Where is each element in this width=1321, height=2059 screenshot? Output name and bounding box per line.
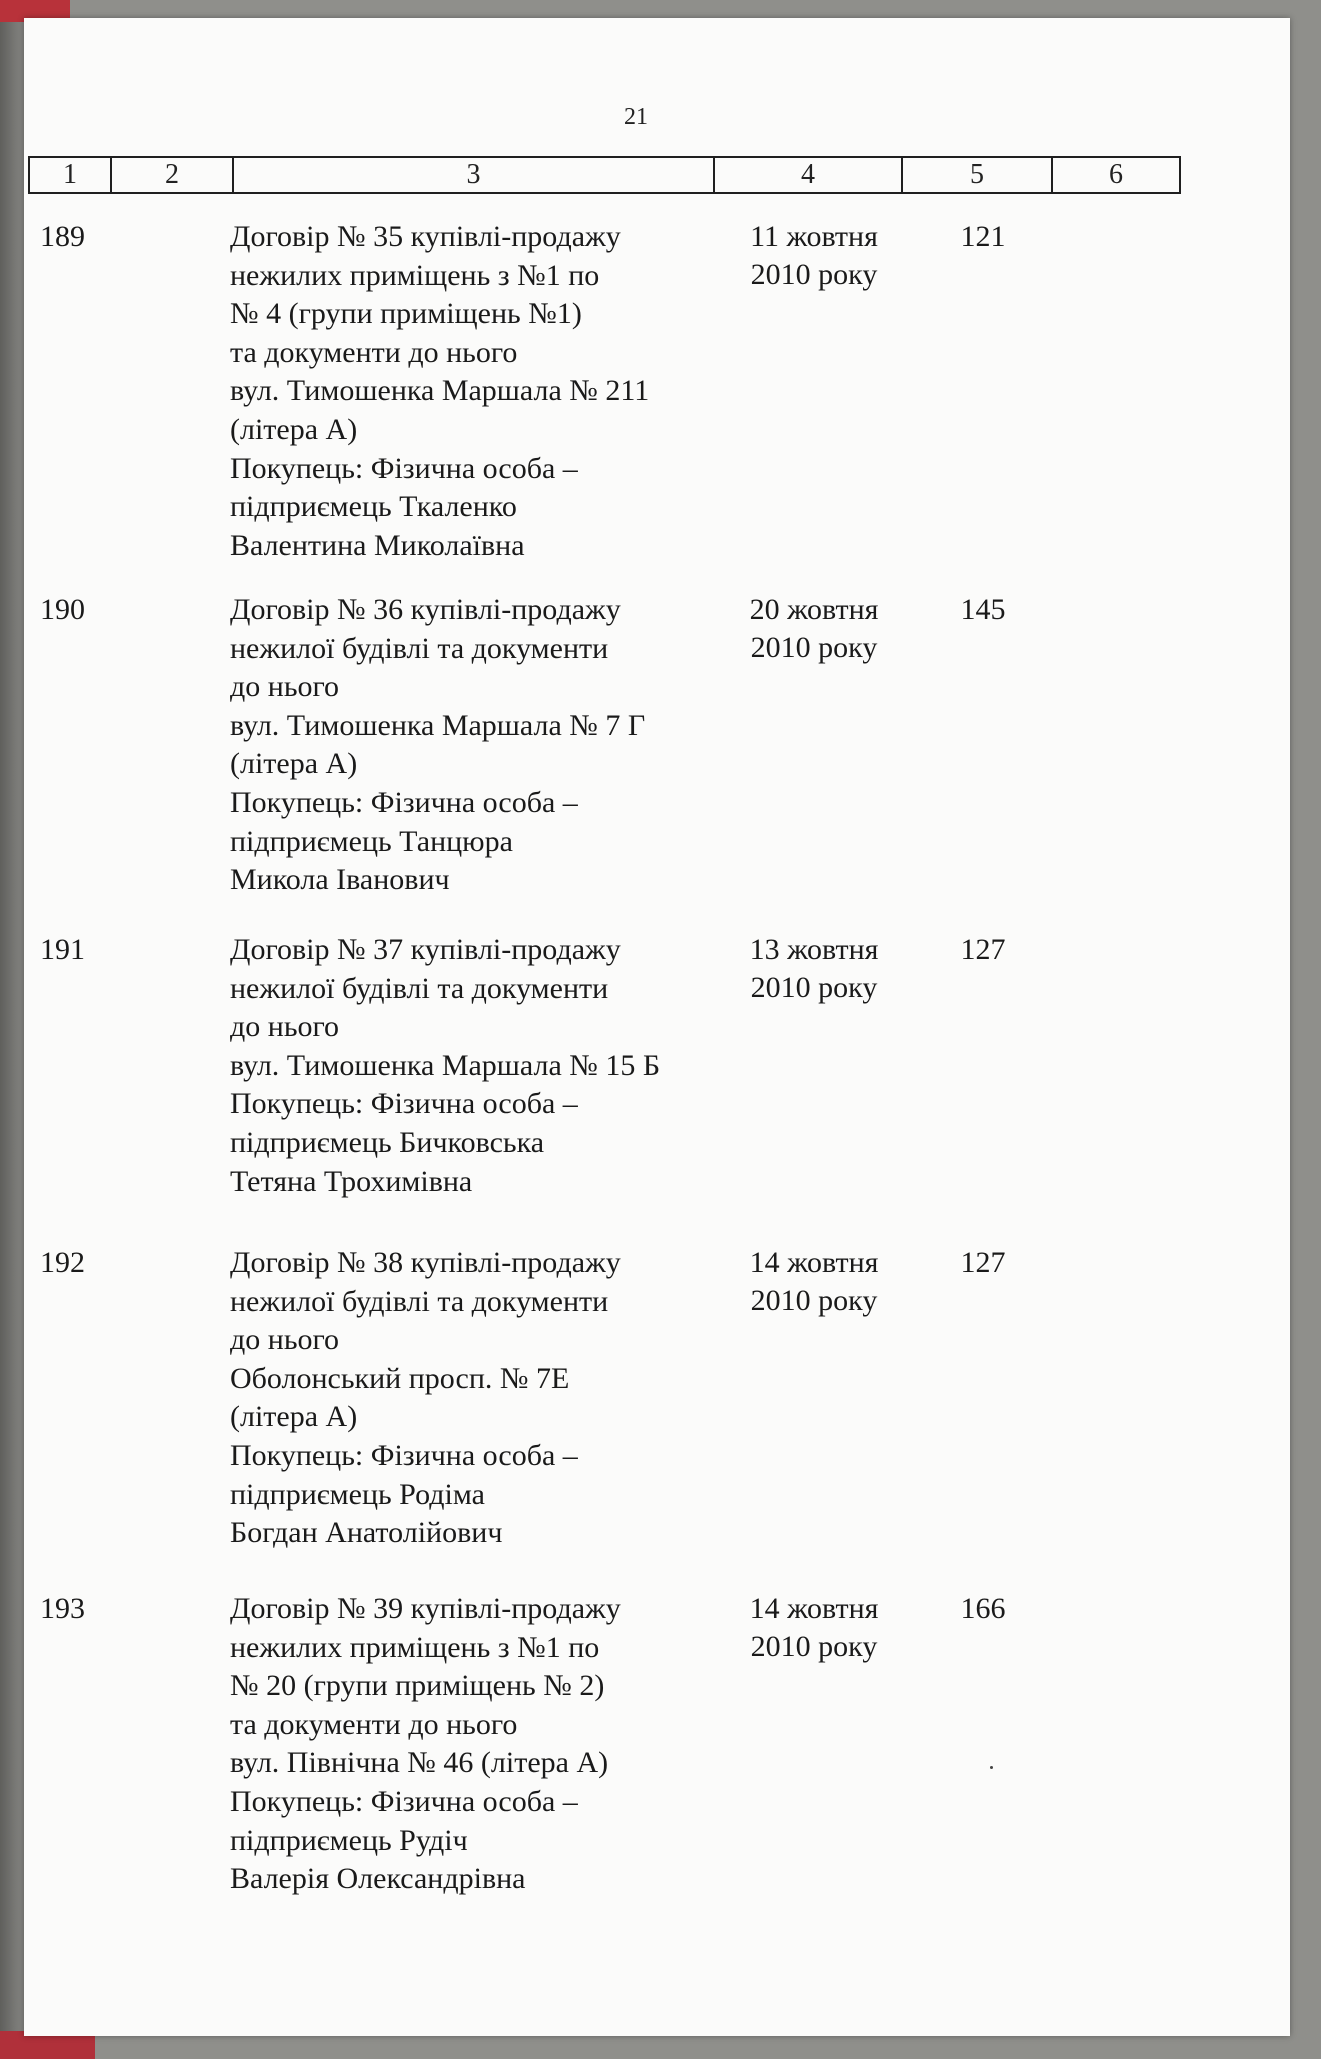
description-line: Покупець: Фізична особа – xyxy=(230,1784,578,1818)
date-year: 2010 року xyxy=(750,1284,878,1317)
description-line: Тетяна Трохимівна xyxy=(230,1164,473,1198)
record-description xyxy=(230,1590,720,1899)
description-line: (літера А) xyxy=(230,1400,358,1434)
column-header-3: 3 xyxy=(234,158,715,192)
description-line: та документи до нього xyxy=(230,335,518,369)
record-page-count: 127 xyxy=(960,1246,1006,1279)
description-line: Валентина Миколаївна xyxy=(230,528,525,562)
date-day-month: 13 жовтня xyxy=(749,933,879,966)
description-line: № 4 (групи приміщень №1) xyxy=(230,297,582,331)
date-day-month: 11 жовтня xyxy=(750,220,878,253)
description-line: нежилих приміщень з №1 по xyxy=(230,258,600,292)
record-description xyxy=(230,931,720,1201)
description-line: до нього xyxy=(230,670,340,704)
column-header-5: 5 xyxy=(903,158,1053,192)
record-number: 193 xyxy=(40,1592,85,1625)
description-line: вул. Тимошенка Маршала № 211 xyxy=(230,374,650,408)
record-number: 190 xyxy=(40,593,85,626)
paper-speck xyxy=(990,1766,993,1769)
document-page xyxy=(24,18,1290,2036)
description-line: нежилої будівлі та документи xyxy=(230,1284,609,1318)
date-year: 2010 року xyxy=(750,258,878,291)
record-date xyxy=(720,931,908,1007)
description-line: Покупець: Фізична особа – xyxy=(230,1438,578,1472)
record-page-count: 166 xyxy=(960,1592,1006,1625)
description-line: Договір № 39 купівлі-продажу xyxy=(230,1592,621,1625)
description-line: нежилої будівлі та документи xyxy=(230,971,609,1005)
description-line: Покупець: Фізична особа – xyxy=(230,451,578,485)
record-date xyxy=(720,218,908,294)
scan-left-shadow xyxy=(0,0,26,2059)
description-line: підприємець Бичковська xyxy=(230,1125,545,1159)
column-header-4: 4 xyxy=(715,158,903,192)
description-line: та документи до нього xyxy=(230,1707,518,1741)
description-line: до нього xyxy=(230,1010,340,1044)
date-day-month: 14 жовтня xyxy=(749,1246,879,1279)
description-line: Покупець: Фізична особа – xyxy=(230,1087,578,1121)
date-year: 2010 року xyxy=(750,1630,878,1663)
description-line: підприємець Танцюра xyxy=(230,824,513,858)
description-line: вул. Тимошенка Маршала № 7 Г xyxy=(230,708,646,742)
description-line: вул. Тимошенка Маршала № 15 Б xyxy=(230,1048,661,1082)
record-description xyxy=(230,591,720,900)
date-day-month: 20 жовтня xyxy=(749,593,879,626)
record-number: 191 xyxy=(40,933,85,966)
date-year: 2010 року xyxy=(750,631,878,664)
record-page-count: 121 xyxy=(960,220,1006,253)
date-day-month: 14 жовтня xyxy=(749,1592,879,1625)
record-number: 189 xyxy=(40,220,85,253)
column-header-2: 2 xyxy=(112,158,234,192)
record-description xyxy=(230,218,720,565)
description-line: підприємець Родіма xyxy=(230,1477,485,1511)
description-line: Оболонський просп. № 7Е xyxy=(230,1361,570,1395)
description-line: Валерія Олександрівна xyxy=(230,1862,526,1896)
record-date xyxy=(720,1244,908,1320)
description-line: Богдан Анатолійович xyxy=(230,1516,503,1550)
column-header-1: 1 xyxy=(30,158,112,192)
description-line: Договір № 35 купівлі-продажу xyxy=(230,220,621,253)
record-page-count: 145 xyxy=(960,593,1006,626)
description-line: нежилої будівлі та документи xyxy=(230,631,609,665)
description-line: Покупець: Фізична особа – xyxy=(230,785,578,819)
description-line: № 20 (групи приміщень № 2) xyxy=(230,1669,605,1703)
record-date xyxy=(720,1590,908,1666)
description-line: Договір № 38 купівлі-продажу xyxy=(230,1246,621,1279)
description-line: нежилих приміщень з №1 по xyxy=(230,1630,600,1664)
record-date xyxy=(720,591,908,667)
record-description xyxy=(230,1244,720,1553)
column-header-6: 6 xyxy=(1109,159,1123,190)
description-line: Договір № 36 купівлі-продажу xyxy=(230,593,621,626)
date-year: 2010 року xyxy=(750,971,878,1004)
description-line: Микола Іванович xyxy=(230,863,450,897)
page-number: 21 xyxy=(624,104,648,130)
description-line: (літера А) xyxy=(230,412,358,446)
description-line: вул. Північна № 46 (літера А) xyxy=(230,1746,609,1780)
description-line: підприємець Ткаленко xyxy=(230,490,517,524)
description-line: до нього xyxy=(230,1323,340,1357)
description-line: підприємець Рудіч xyxy=(230,1823,468,1857)
record-page-count: 127 xyxy=(960,933,1006,966)
description-line: Договір № 37 купівлі-продажу xyxy=(230,933,621,966)
record-number: 192 xyxy=(40,1246,85,1279)
description-line: (літера А) xyxy=(230,747,358,781)
column-header-row xyxy=(28,156,1181,194)
